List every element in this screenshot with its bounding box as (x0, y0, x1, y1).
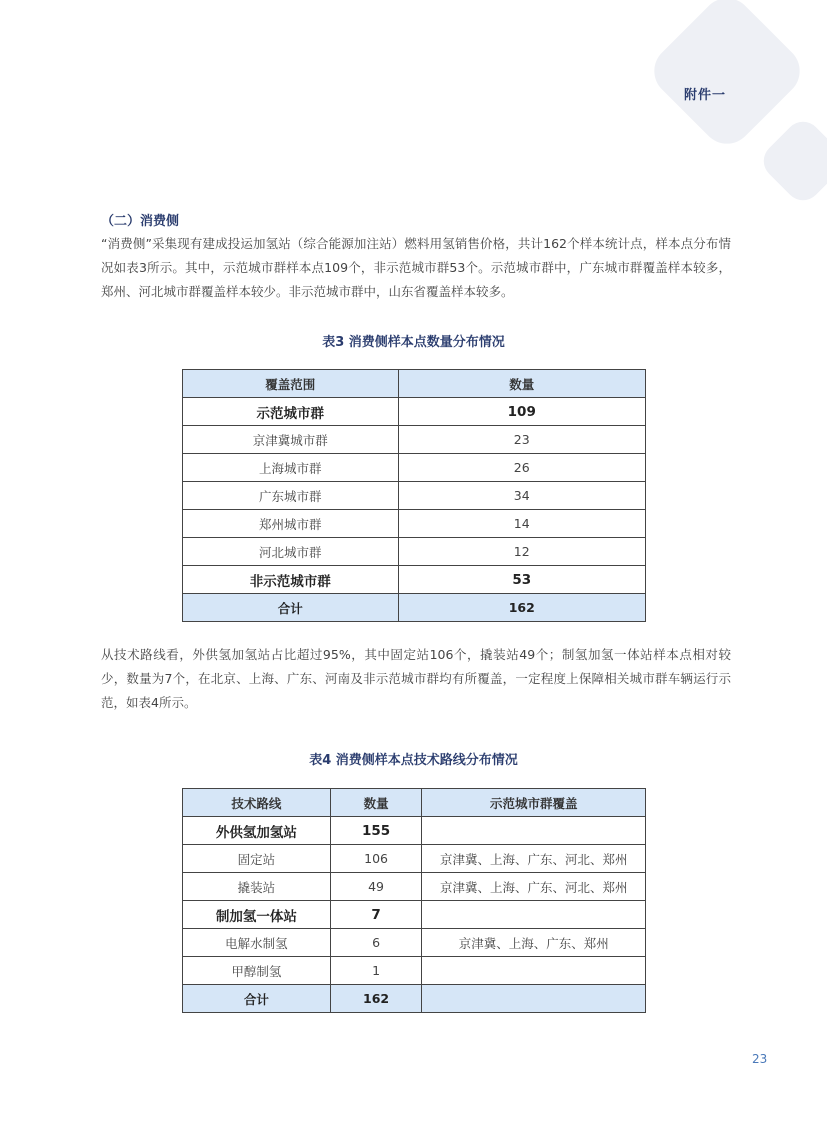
table-cell: 上海城市群 (183, 454, 399, 482)
table-cell: 53 (398, 566, 645, 594)
table-row (183, 510, 646, 538)
table-cell: 162 (330, 985, 422, 1013)
table-row (183, 873, 646, 901)
table-total-row (183, 985, 646, 1013)
table-cell (422, 901, 646, 929)
table-cell: 23 (398, 426, 645, 454)
table-cell (422, 817, 646, 845)
page-number: 23 (752, 1052, 768, 1066)
table-cell: 非示范城市群 (183, 566, 399, 594)
table-cell: 155 (330, 817, 422, 845)
decorative-shape-small (756, 114, 827, 207)
table-cell: 郑州城市群 (183, 510, 399, 538)
table3-caption: 表3 消费侧样本点数量分布情况 (322, 335, 505, 350)
table-cell: 广东城市群 (183, 482, 399, 510)
table-cell: 162 (398, 594, 645, 622)
column-header: 示范城市群覆盖 (422, 789, 646, 817)
column-header: 数量 (330, 789, 422, 817)
table-row (183, 845, 646, 873)
table-cell: 甲醇制氢 (183, 957, 331, 985)
table3-sample-distribution (182, 369, 646, 622)
table-cell: 26 (398, 454, 645, 482)
table-cell: 京津冀、上海、广东、河北、郑州 (422, 845, 646, 873)
table-cell: 34 (398, 482, 645, 510)
table-cell: 合计 (183, 594, 399, 622)
table-cell: 合计 (183, 985, 331, 1013)
table-row (183, 454, 646, 482)
table-cell: 京津冀、上海、广东、郑州 (422, 929, 646, 957)
table-cell: 京津冀城市群 (183, 426, 399, 454)
table-cell: 制加氢一体站 (183, 901, 331, 929)
paragraph-consumption-intro: “消费侧”采集现有建成投运加氢站（综合能源加注站）燃料用氢销售价格，共计162个样本统计点，样本点分布情况如表3所示。其中，示范城市群样本点109个，非示范城市群53个。示范城市群中，广东城市群覆盖样本较多，郑州、河北城市群覆盖样本较少。非示范城市群中，山东省覆盖样本较多。 (101, 236, 731, 299)
table-row (183, 901, 646, 929)
column-header: 技术路线 (183, 789, 331, 817)
section-title: （二）消费侧 (101, 214, 180, 229)
table-row (183, 482, 646, 510)
table-cell: 固定站 (183, 845, 331, 873)
table-cell: 6 (330, 929, 422, 957)
table-row (183, 426, 646, 454)
table-row (183, 398, 646, 426)
table-cell (422, 985, 646, 1013)
paragraph-technology-route: 从技术路线看，外供氢加氢站占比超过95%，其中固定站106个，撬装站49个；制氢加氢一体站样本点相对较少，数量为7个，在北京、上海、广东、河南及非示范城市群均有所覆盖，一定程度上保障相关城市群车辆运行示范，如表4所示。 (101, 647, 731, 710)
table-cell: 外供氢加氢站 (183, 817, 331, 845)
table-cell: 1 (330, 957, 422, 985)
table4-technology-route (182, 788, 646, 1013)
table-row (183, 538, 646, 566)
table-total-row (183, 594, 646, 622)
table-cell: 12 (398, 538, 645, 566)
table-cell: 河北城市群 (183, 538, 399, 566)
table-cell: 示范城市群 (183, 398, 399, 426)
table-row (183, 817, 646, 845)
table4-caption: 表4 消费侧样本点技术路线分布情况 (309, 753, 518, 768)
table-header-row (183, 370, 646, 398)
table-cell: 14 (398, 510, 645, 538)
table-cell (422, 957, 646, 985)
table-cell: 撬装站 (183, 873, 331, 901)
table-cell: 7 (330, 901, 422, 929)
column-header: 覆盖范围 (183, 370, 399, 398)
table-row (183, 929, 646, 957)
table-cell: 49 (330, 873, 422, 901)
table-header-row (183, 789, 646, 817)
table-cell: 109 (398, 398, 645, 426)
table-row (183, 566, 646, 594)
appendix-label: 附件一 (684, 88, 727, 103)
table-cell: 106 (330, 845, 422, 873)
table-row (183, 957, 646, 985)
column-header: 数量 (398, 370, 645, 398)
table-cell: 京津冀、上海、广东、河北、郑州 (422, 873, 646, 901)
table-cell: 电解水制氢 (183, 929, 331, 957)
